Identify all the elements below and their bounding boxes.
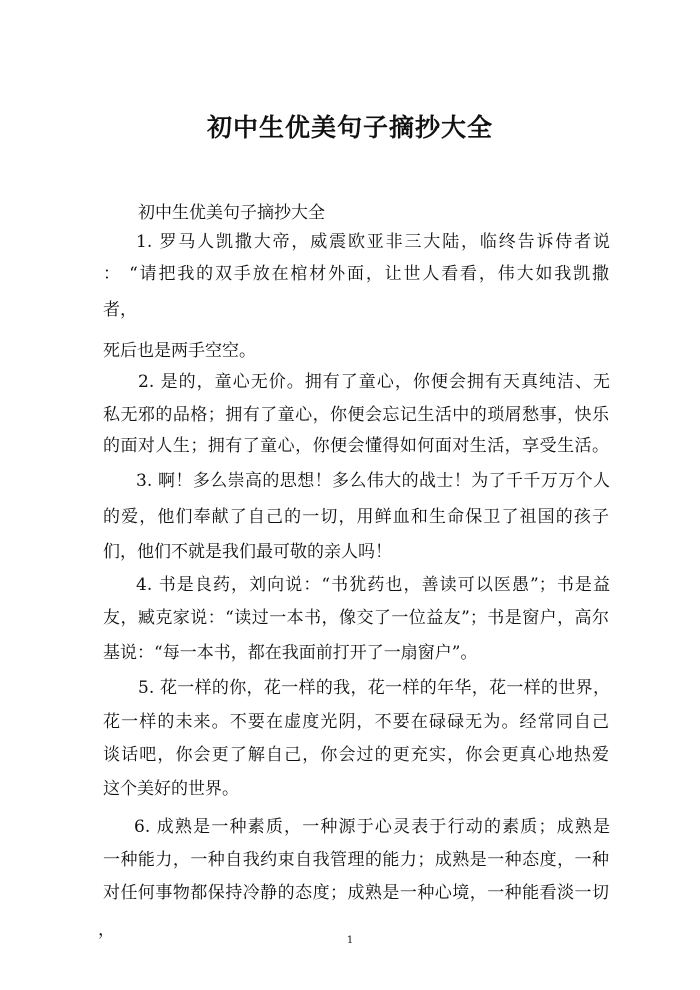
text-line: 的面对人生；拥有了童心，你便会懂得如何面对生活，享受生活。 bbox=[103, 436, 609, 456]
text-line: 花一样的未来。不要在虚度光阴，不要在碌碌无为。经常同自己 bbox=[103, 712, 609, 732]
text-line: 3. 啊！多么崇高的思想！多么伟大的战士！为了千千万万个人 bbox=[136, 471, 610, 491]
page-number: 1 bbox=[346, 935, 354, 946]
text-line: ， bbox=[98, 920, 115, 940]
text-line: 这个美好的世界。 bbox=[103, 779, 239, 799]
document-subtitle: 初中生优美句子摘抄大全 bbox=[138, 203, 325, 223]
text-line: 2. 是的，童心无价。拥有了童心，你便会拥有天真纯洁、无 bbox=[138, 372, 610, 392]
text-line: 6. 成熟是一种素质，一种源于心灵表于行动的素质；成熟是 bbox=[134, 817, 610, 837]
text-line: 4. 书是良药，刘向说：“书犹药也，善读可以医愚”；书是益 bbox=[136, 575, 610, 595]
text-line: 的爱，他们奉献了自己的一切，用鲜血和生命保卫了祖国的孩子 bbox=[103, 507, 609, 527]
text-line: ： “请把我的双手放在棺材外面，让世人看看，伟大如我凯撒 bbox=[103, 264, 609, 284]
text-line: 友，臧克家说：“读过一本书，像交了一位益友”；书是窗户，高尔 bbox=[103, 608, 609, 628]
text-line: 私无邪的品格；拥有了童心，你便会忘记生活中的琐屑愁事，快乐 bbox=[103, 405, 609, 425]
text-line: 死后也是两手空空。 bbox=[103, 341, 256, 361]
text-line: 基说：“每一本书，都在我面前打开了一扇窗户”。 bbox=[103, 643, 478, 663]
text-line: 5. 花一样的你，花一样的我，花一样的年华，花一样的世界， bbox=[138, 678, 610, 698]
text-line: 一种能力，一种自我约束自我管理的能力；成熟是一种态度，一种 bbox=[103, 850, 609, 870]
document-title: 初中生优美句子摘抄大全 bbox=[206, 113, 493, 142]
text-line: 者， bbox=[103, 300, 137, 320]
text-line: 谈话吧，你会更了解自己，你会过的更充实，你会更真心地热爱 bbox=[103, 745, 609, 765]
text-line: 1. 罗马人凯撒大帝，威震欧亚非三大陆，临终告诉侍者说 bbox=[136, 232, 610, 252]
text-line: 们，他们不就是我们最可敬的亲人吗！ bbox=[103, 542, 392, 562]
text-line: 对任何事物都保持冷静的态度；成熟是一种心境，一种能看淡一切 bbox=[103, 883, 609, 903]
